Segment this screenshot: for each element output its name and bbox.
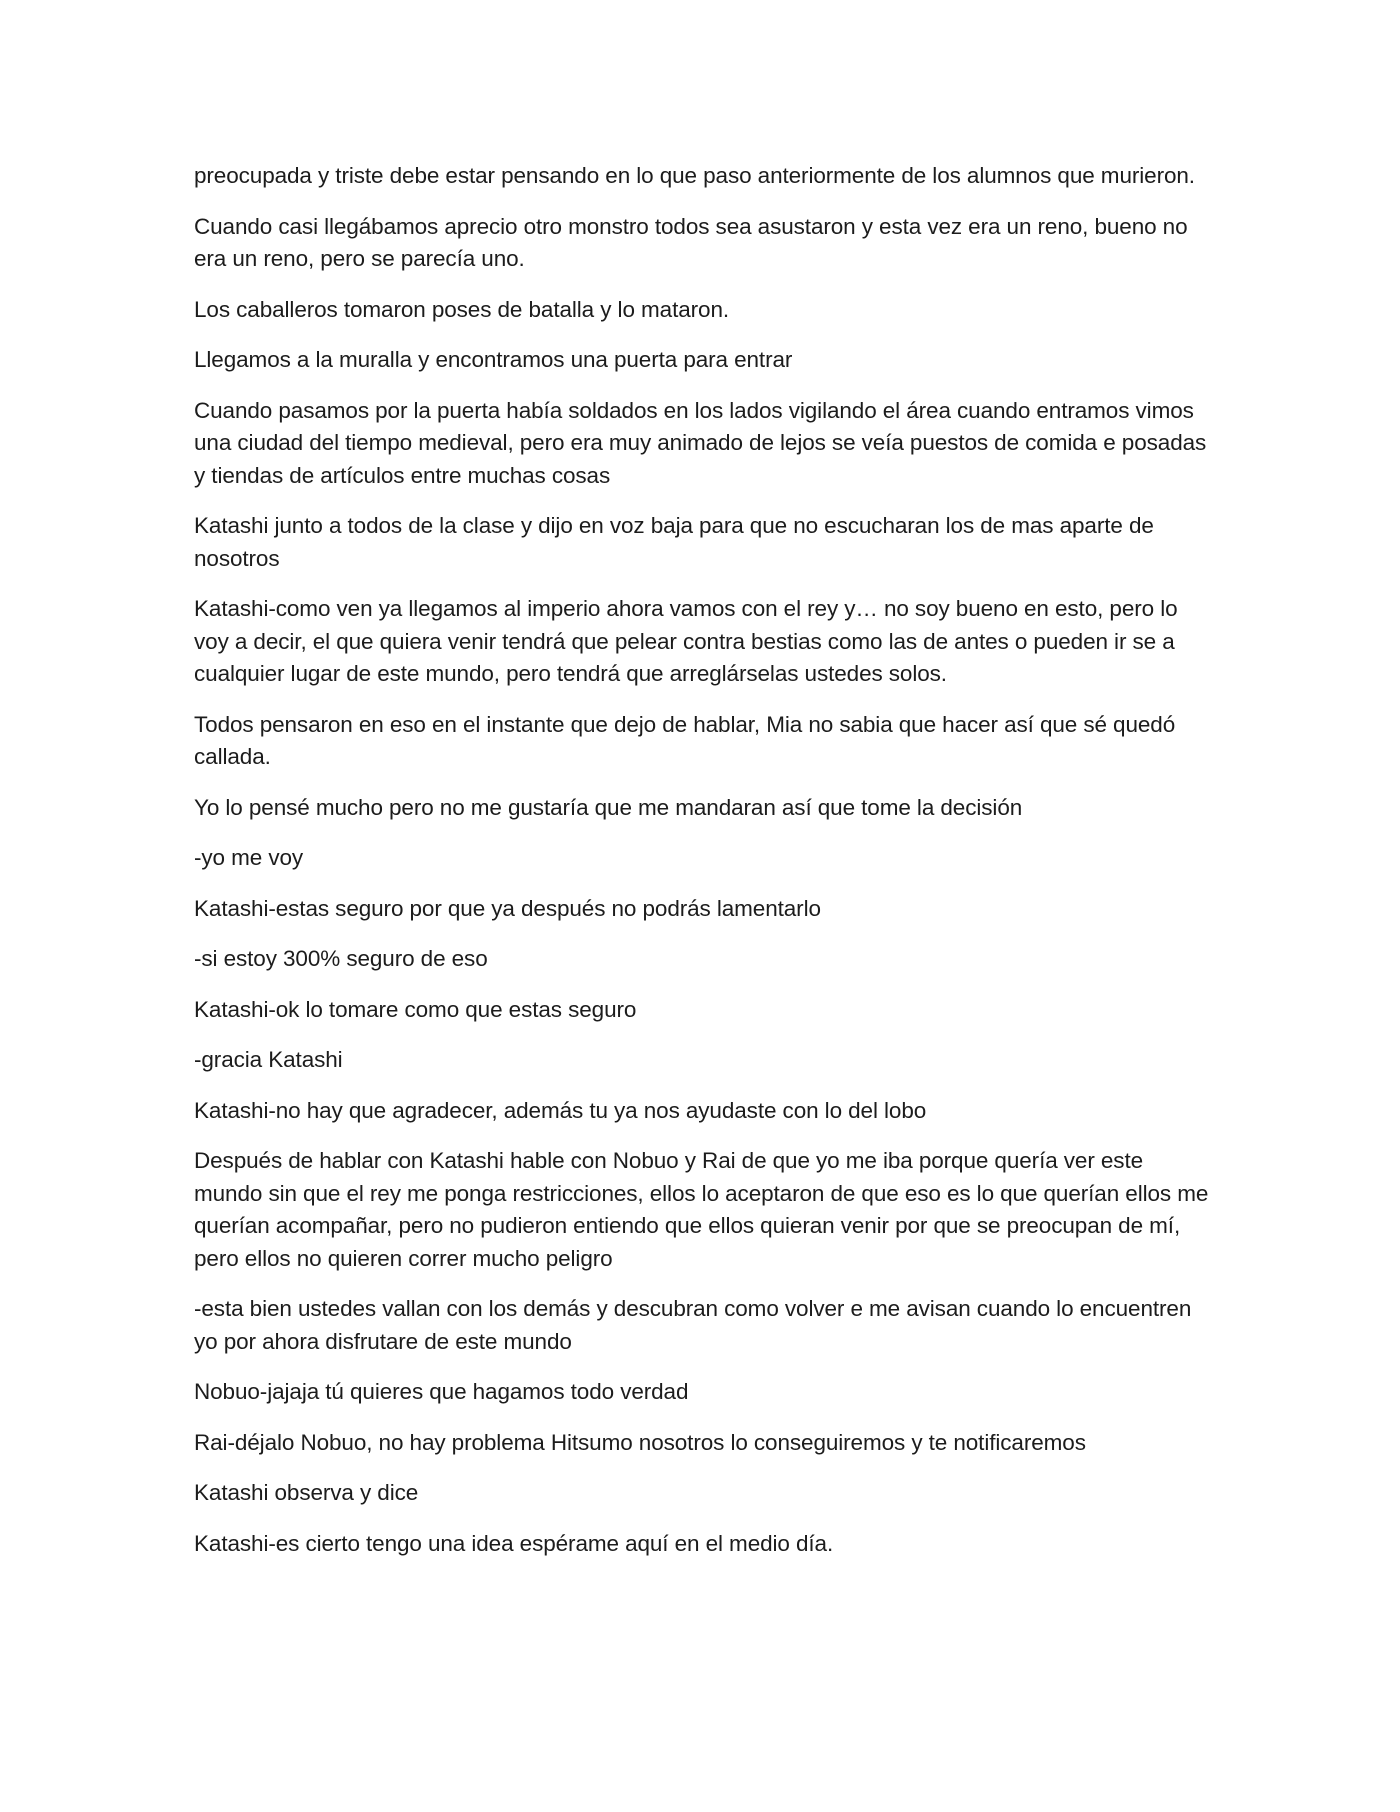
- paragraph: Rai-déjalo Nobuo, no hay problema Hitsumo nosotros lo conseguiremos y te notificaremos: [194, 1429, 1086, 1455]
- paragraph: Katashi-como ven ya llegamos al imperio ahora vamos con el rey y… no soy bueno en esto, pero lo voy a decir, el que quiera venir tendrá que pelear contra bestias como las de antes o pueden ir se a cualquier lugar de este mundo, pero tendrá que arreglárselas ustedes solos.: [194, 596, 1178, 686]
- paragraph: Katashi-estas seguro por que ya después no podrás lamentarlo: [194, 895, 821, 921]
- paragraph: Katashi-es cierto tengo una idea espérame aquí en el medio día.: [194, 1530, 834, 1556]
- paragraph: Katashi observa y dice: [194, 1480, 419, 1505]
- document-body: [194, 160, 1214, 1578]
- paragraph: Yo lo pensé mucho pero no me gustaría que me mandaran así que tome la decisión: [194, 794, 1023, 820]
- paragraph: Katashi-no hay que agradecer, además tu ya nos ayudaste con lo del lobo: [194, 1097, 927, 1123]
- paragraph: Después de hablar con Katashi hable con Nobuo y Rai de que yo me iba porque quería ver este mundo sin que el rey me ponga restricciones, ellos lo aceptaron de que eso es lo que querían ellos me querían acompañar, pero no pudieron entiendo que ellos quieran venir por que se preocupan de mí, pero ellos no quieren correr mucho peligro: [194, 1148, 1209, 1271]
- paragraph: -yo me voy: [194, 845, 304, 870]
- paragraph: preocupada y triste debe estar pensando en lo que paso anteriormente de los alumnos que murieron.: [194, 163, 1195, 188]
- paragraph: Nobuo-jajaja tú quieres que hagamos todo verdad: [194, 1379, 689, 1404]
- paragraph: Katashi-ok lo tomare como que estas seguro: [194, 996, 637, 1022]
- paragraph: Todos pensaron en eso en el instante que dejo de hablar, Mia no sabia que hacer así que sé quedó callada.: [194, 711, 1176, 769]
- paragraph: Cuando pasamos por la puerta había soldados en los lados vigilando el área cuando entramos vimos una ciudad del tiempo medieval, pero era muy animado de lejos se veía puestos de comida e posadas y tiendas de artículos entre muchas cosas: [194, 397, 1207, 488]
- paragraph: -esta bien ustedes vallan con los demás y descubran como volver e me avisan cuando lo encuentren yo por ahora disfrutare de este mundo: [194, 1296, 1192, 1354]
- paragraph: -gracia Katashi: [194, 1047, 343, 1072]
- paragraph: Cuando casi llegábamos aprecio otro monstro todos sea asustaron y esta vez era un reno, bueno no era un reno, pero se parecía uno.: [194, 213, 1188, 271]
- paragraph: Katashi junto a todos de la clase y dijo en voz baja para que no escucharan los de mas aparte de nosotros: [194, 513, 1154, 571]
- paragraph: Los caballeros tomaron poses de batalla y lo mataron.: [194, 296, 730, 322]
- paragraph: -si estoy 300% seguro de eso: [194, 946, 488, 971]
- paragraph: Llegamos a la muralla y encontramos una puerta para entrar: [194, 347, 793, 372]
